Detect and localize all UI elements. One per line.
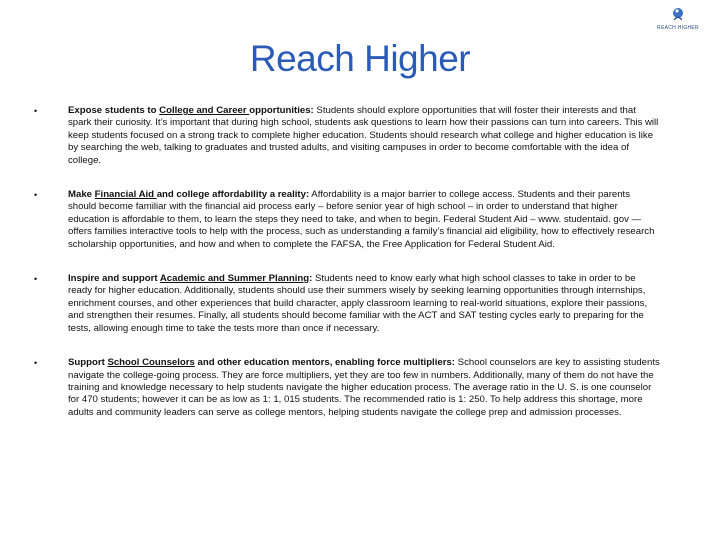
lead-text: Make bbox=[68, 189, 95, 201]
item-lead bbox=[68, 189, 309, 200]
topic-link[interactable]: Academic and Summer Planning bbox=[159, 273, 310, 285]
bullet-list bbox=[34, 105, 660, 419]
item-lead bbox=[68, 357, 455, 368]
list-item bbox=[34, 105, 660, 167]
bullet: • bbox=[34, 106, 38, 116]
topic-link[interactable]: School Counselors bbox=[107, 357, 195, 369]
topic-link[interactable]: College and Career bbox=[159, 105, 250, 116]
lead-text: Expose students to bbox=[68, 105, 160, 116]
lead-text: : bbox=[309, 273, 313, 285]
lead-text: opportunities: bbox=[249, 105, 314, 116]
item-lead bbox=[68, 105, 314, 116]
bullet: • bbox=[34, 190, 38, 201]
lead-text: Inspire and support bbox=[68, 273, 160, 285]
item-lead bbox=[68, 273, 312, 284]
item-body: Affordability is a major barrier to college access. Students and their parents should become familiar with the financial aid process early – before senior year of high school – in order to understand that higher education is affordable to them, to learn the steps they need to take, and when to begin. Federal Student Aid – www. studentaid. gov — offers families interactive tools to help with the process, such as understanding a family’s financial aid eligibility, how to effectively research scholarship opportunities, and how and when to complete the FAFSA, the Free Application for Federal Student Aid. bbox=[68, 189, 655, 250]
lead-text: Support bbox=[68, 357, 108, 369]
logo-text: REACH HIGHER bbox=[657, 25, 699, 31]
item-body: Students should explore opportunities that will foster their interests and that spark their curiosity. It’s important that during high school, students ask questions to learn how their passions can turn into careers. This will keep students focused on a strong track to complete higher education. Students should research what college and higher education is like by searching the web, talking to graduates and trusted adults, and visiting campuses in order to become comfortable with the idea of college. bbox=[68, 105, 659, 166]
list-item bbox=[34, 189, 660, 251]
reach-higher-logo-icon bbox=[656, 6, 700, 26]
bullet: • bbox=[34, 358, 38, 369]
item-body: School counselors are key to assisting students navigate the college-going process. They are force multipliers, yet they are too few in numbers. Additionally, many of them do not have the training and knowledge necessary to help students navigate the higher education process. The average ratio in the U. S. is one counselor for 470 students; however it can be as low as 1: 1, 015 students. The recommended ratio is 1: 250. To help address this shortage, more adults and community leaders can serve as college mentors, helping students navigate the college prep and admission processes. bbox=[68, 357, 660, 418]
lead-text: and college affordability a reality: bbox=[156, 189, 310, 201]
bullet: • bbox=[34, 274, 38, 285]
item-body: Students need to know early what high school classes to take in order to be ready for higher education. Additionally, students should use their summers wisely by seeking learning opportunities through internships, enrichment courses, and other experiences that build character, apply classroom learning to real-world situations, explore their passions, and strengthen their resumes. Finally, all students should become familiar with the ACT and SAT testing cycles early to preparing for the tests, allowing enough time to take the tests more than once if necessary. bbox=[68, 273, 648, 334]
topic-link[interactable]: Financial Aid bbox=[94, 189, 157, 201]
page-title: Reach Higher bbox=[249, 38, 471, 79]
list-item bbox=[34, 357, 660, 419]
lead-text: and other education mentors, enabling force multipliers: bbox=[194, 357, 455, 369]
list-item bbox=[34, 273, 660, 335]
reach-higher-logo bbox=[656, 6, 700, 36]
